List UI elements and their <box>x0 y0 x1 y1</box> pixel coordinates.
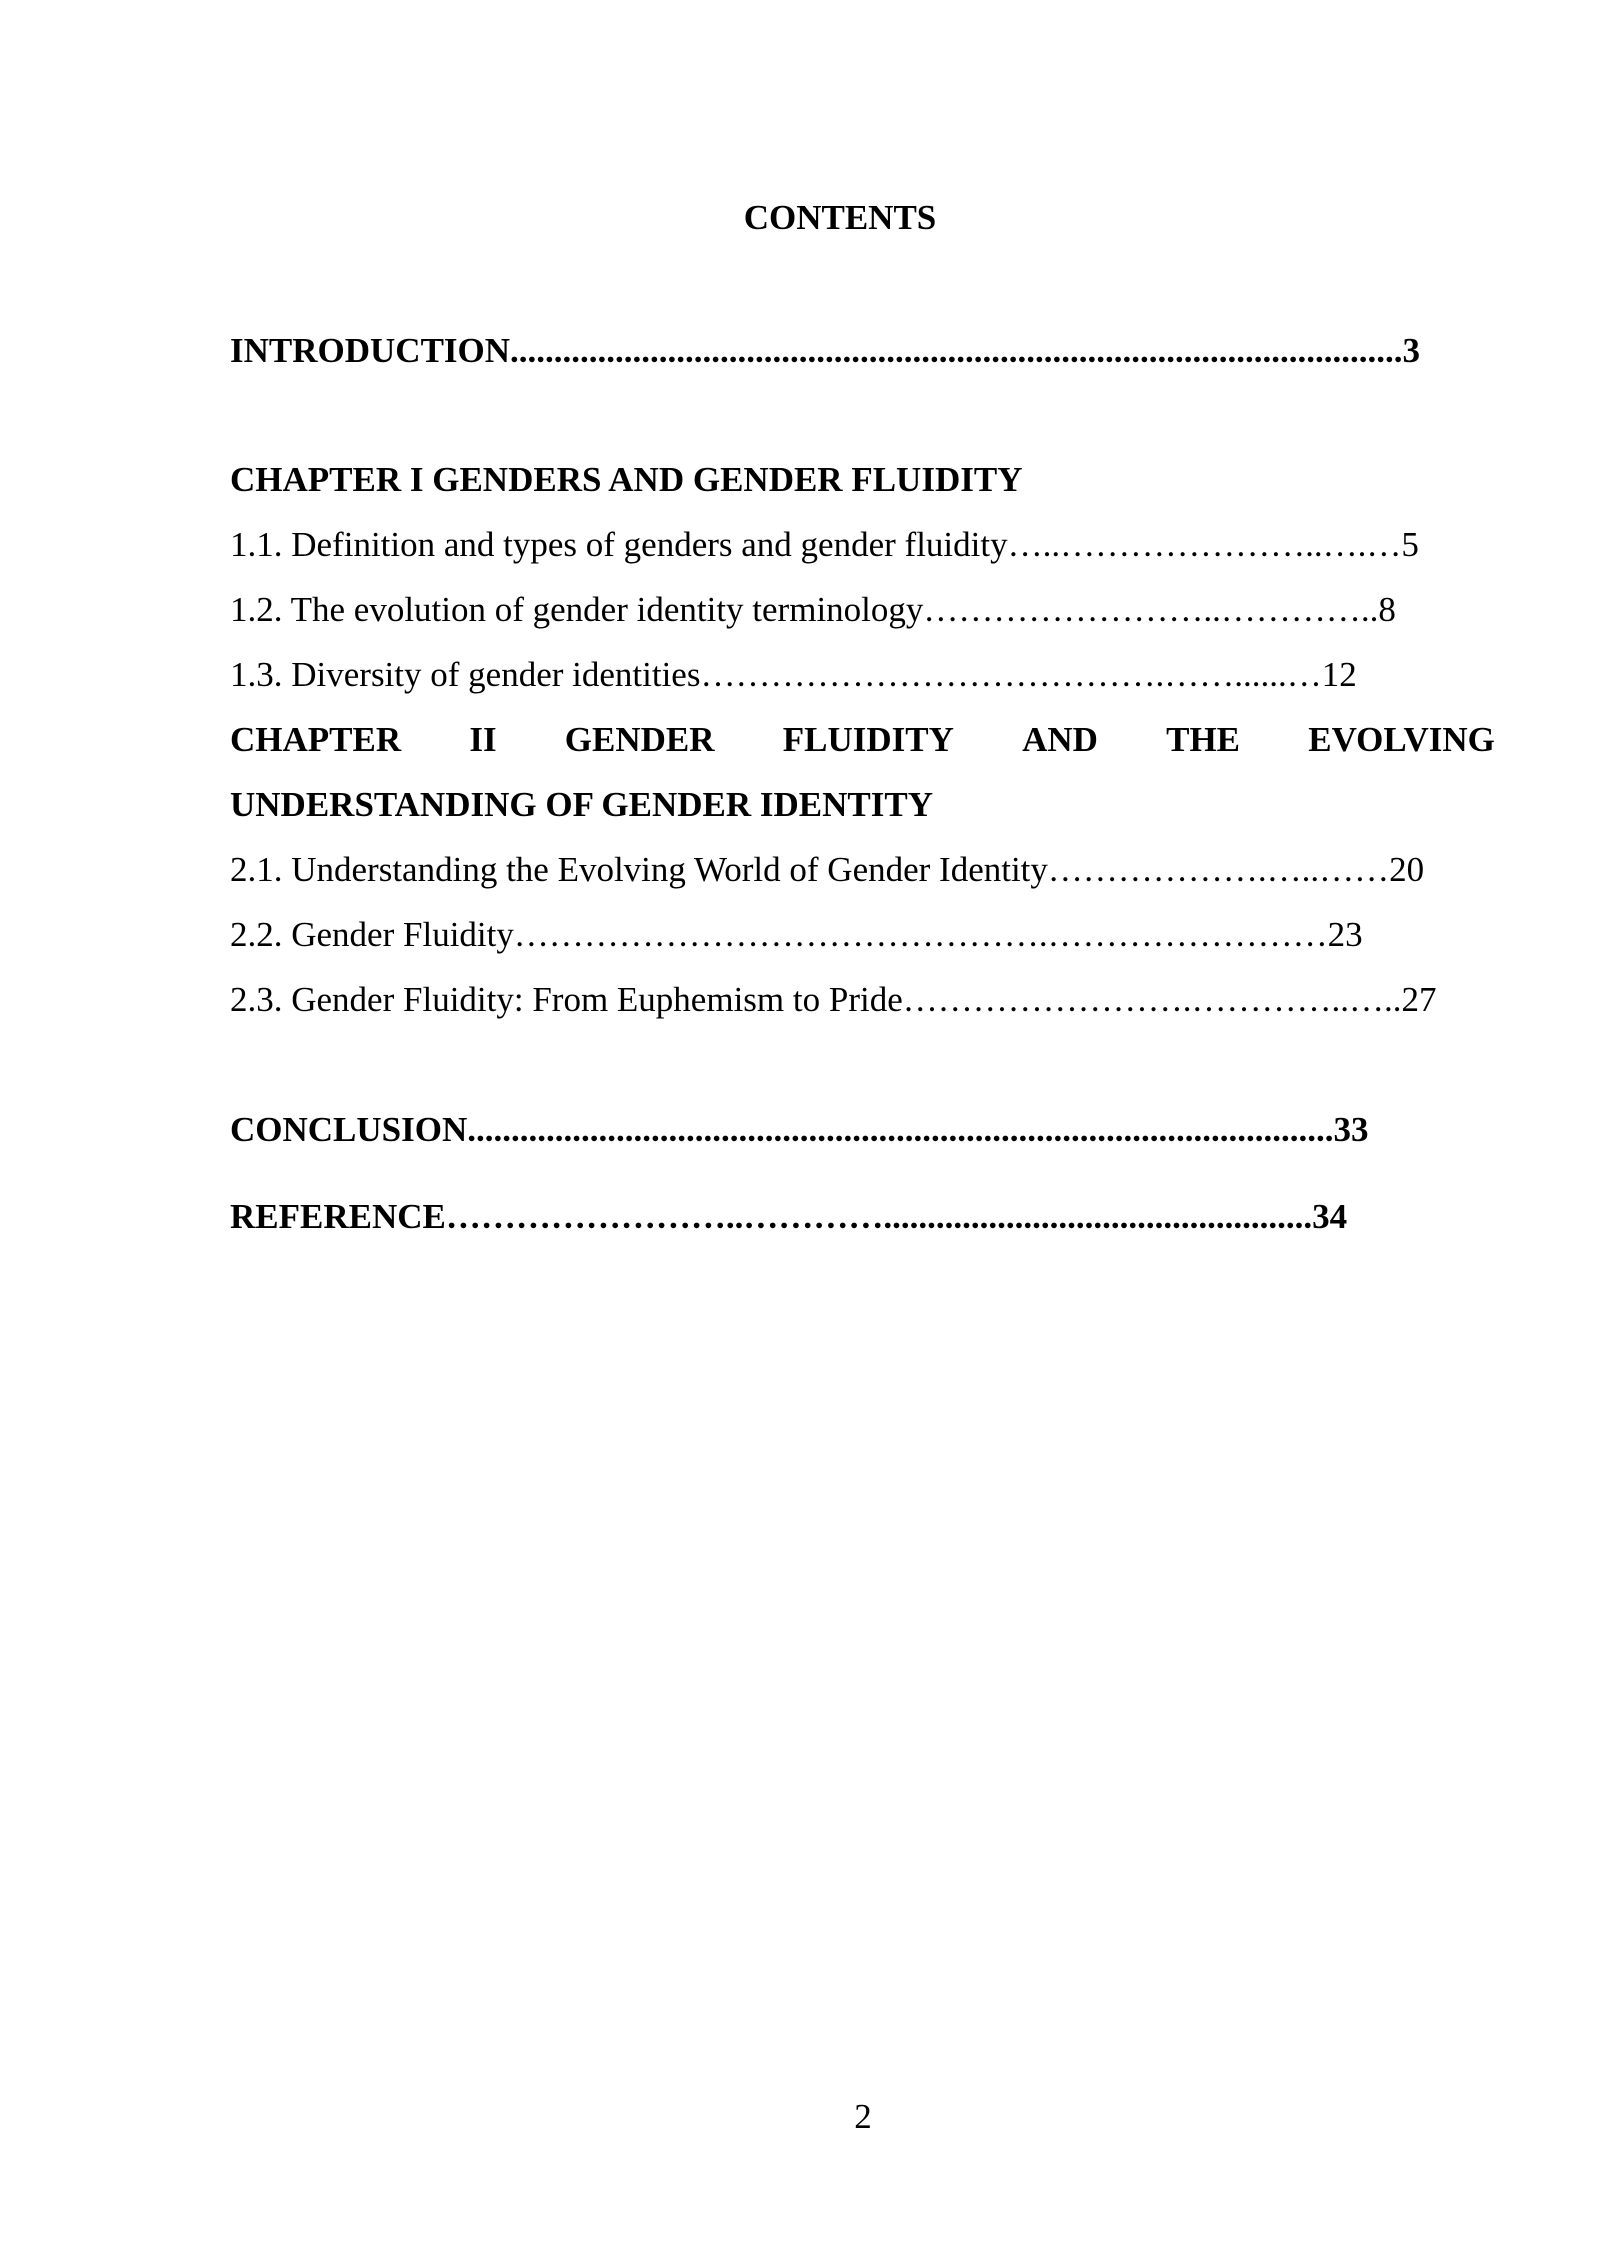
toc-chapter-1-heading: CHAPTER I GENDERS AND GENDER FLUIDITY <box>230 460 1023 499</box>
heading-word: CHAPTER <box>230 720 402 759</box>
heading-word: II <box>469 720 497 759</box>
heading-word: AND <box>1022 720 1098 759</box>
toc-chapter-2-heading-line-2: UNDERSTANDING OF GENDER IDENTITY <box>230 785 934 824</box>
toc-entry-introduction: INTRODUCTION......................................................................................................3 <box>230 331 1421 370</box>
heading-word: GENDER <box>564 720 715 759</box>
toc-entry-2-2: 2.2. Gender Fluidity……………………………………….……………………23 <box>230 915 1363 954</box>
heading-word: EVOLVING <box>1308 720 1495 759</box>
toc-chapter-2-heading-line-1 <box>230 718 1495 762</box>
heading-word: FLUIDITY <box>782 720 954 759</box>
toc-entry-1-3: 1.3. Diversity of gender identities………………………………….……......…12 <box>230 655 1357 694</box>
toc-entry-1-1: 1.1. Definition and types of genders and gender fluidity…..…………………..….…5 <box>230 525 1419 564</box>
heading-word: THE <box>1166 720 1241 759</box>
toc-entry-1-2: 1.2. The evolution of gender identity terminology……………………..…………..8 <box>230 590 1396 629</box>
toc-entry-2-3: 2.3. Gender Fluidity: From Euphemism to Pride…………………….…………..…..27 <box>230 980 1437 1019</box>
page-title: CONTENTS <box>743 198 937 237</box>
toc-entry-reference: REFERENCE……………………..………….................................................34 <box>230 1197 1348 1236</box>
toc-entry-conclusion: CONCLUSION...................................................................................................33 <box>230 1110 1369 1149</box>
toc-entry-2-1: 2.1. Understanding the Evolving World of Gender Identity……………….…..……20 <box>230 850 1425 889</box>
page-number: 2 <box>854 2097 872 2136</box>
